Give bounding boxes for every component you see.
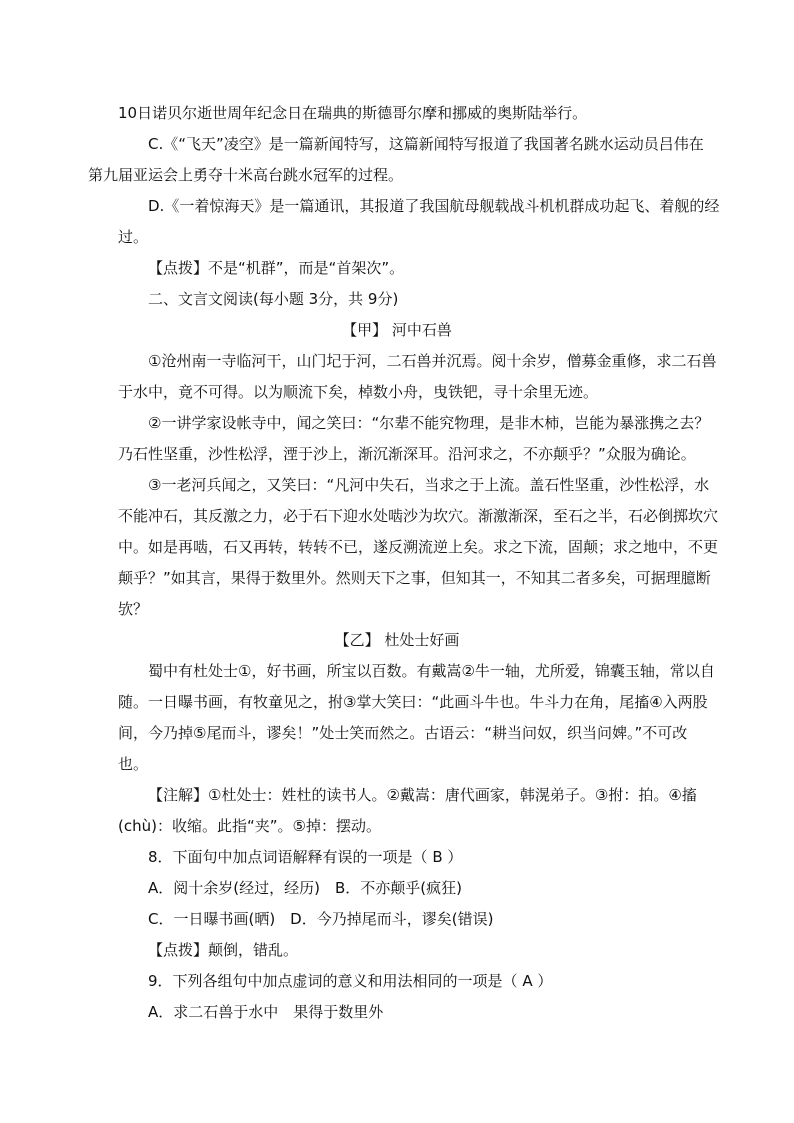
section-heading bbox=[118, 284, 678, 315]
passage-jia-para-1 bbox=[118, 346, 717, 408]
text-line: 不能冲石，其反激之力，必于石下迎水处啮沙为坎穴。渐激渐深，至石之半，石必倒掷坎穴 bbox=[118, 507, 719, 525]
text-line: 乃石性坚重，沙性松浮，湮于沙上，渐沉渐深耳。沿河求之，不亦颠乎？”众服为确论。 bbox=[118, 445, 696, 463]
intro-line bbox=[118, 98, 678, 129]
text-line: 【点拨】不是“机群”，而是“首架次”。 bbox=[148, 259, 405, 277]
text-line: (chù)：收缩。此指“夹”。⑤掉：摆动。 bbox=[118, 817, 381, 835]
hint-line: 【点拨】颠倒，错乱。 bbox=[148, 941, 299, 959]
passage-yi-para-1 bbox=[118, 656, 715, 780]
question-stem: 8．下面句中加点词语解释有误的一项是（ B ） bbox=[148, 848, 463, 866]
option-c bbox=[88, 129, 704, 191]
question-8 bbox=[118, 842, 678, 966]
text-line: 10日诺贝尔逝世周年纪念日在瑞典的斯德哥尔摩和挪威的奥斯陆举行。 bbox=[118, 104, 588, 122]
annotation bbox=[118, 780, 697, 842]
text-line: 中。如是再啮，石又再转，转转不已，遂反溯流逆上矣。求之下流，固颠；求之地中，不更 bbox=[118, 538, 719, 556]
hint-line bbox=[118, 253, 678, 284]
passage-yi-title: 【乙】 杜处士好画 bbox=[334, 631, 460, 649]
question-9 bbox=[118, 966, 678, 1028]
text-line: C.《“飞天”凌空》是一篇新闻特写，这篇新闻特写报道了我国著名跳水运动员吕伟在 bbox=[148, 135, 704, 153]
question-options: C．一日曝书画(晒) D．今乃掉尾而斗，谬矣(错误) bbox=[148, 910, 494, 928]
option-d bbox=[118, 191, 720, 253]
question-options: A．求二石兽于水中 果得于数里外 bbox=[148, 1003, 384, 1021]
passage-jia-para-2 bbox=[118, 408, 710, 470]
text-line: 蜀中有杜处士①，好书画，所宝以百数。有戴嵩②牛一轴，尤所爱，锦囊玉轴，常以自 bbox=[148, 662, 715, 680]
question-options: A．阅十余岁(经过，经历) B．不亦颠乎(疯狂) bbox=[148, 879, 462, 897]
passage-jia-para-3 bbox=[118, 470, 719, 625]
text-line: 也。 bbox=[118, 755, 149, 773]
text-line: ③一老河兵闻之，又笑曰：“凡河中失石，当求之于上流。盖石性坚重，沙性松浮，水 bbox=[148, 476, 710, 494]
text-line: 欤？ bbox=[118, 600, 149, 618]
text-line: 随。一日曝书画，有牧童见之，拊③掌大笑曰：“此画斗牛也。牛斗力在角，尾搐④入两股 bbox=[118, 693, 708, 711]
text-line: ②一讲学家设帐寺中，闻之笑曰：“尔辈不能究物理，是非木柿，岂能为暴涨携之去？ bbox=[148, 414, 710, 432]
text-line: D.《一着惊海天》是一篇通讯，其报道了我国航母舰载战斗机机群成功起飞、着舰的经 bbox=[148, 197, 720, 215]
passage-jia-title: 【甲】 河中石兽 bbox=[342, 321, 452, 339]
text-line: ①沧州南一寺临河干，山门圮于河，二石兽并沉焉。阅十余岁，僧募金重修，求二石兽 bbox=[148, 352, 717, 370]
text-line: 二、文言文阅读(每小题 3分，共 9分) bbox=[148, 290, 399, 308]
text-line: 过。 bbox=[118, 228, 149, 246]
text-line: 【注解】①杜处士：姓杜的读书人。②戴嵩：唐代画家，韩滉弟子。③拊：拍。④搐 bbox=[148, 786, 697, 804]
text-line: 间，今乃掉⑤尾而斗，谬矣！”处士笑而然之。古语云：“耕当问奴，织当问婢。”不可改 bbox=[118, 724, 688, 742]
text-line: 颠乎？”如其言，果得于数里外。然则天下之事，但知其一，不知其二者多矣，可据理臆断 bbox=[118, 569, 711, 587]
text-line: 第九届亚运会上勇夺十米高台跳水冠军的过程。 bbox=[88, 166, 404, 184]
question-stem: 9．下列各组句中加点虚词的意义和用法相同的一项是（ A ） bbox=[148, 972, 553, 990]
text-line: 于水中，竟不可得。以为顺流下矣，棹数小舟，曳铁钯，寻十余里无迹。 bbox=[118, 383, 599, 401]
